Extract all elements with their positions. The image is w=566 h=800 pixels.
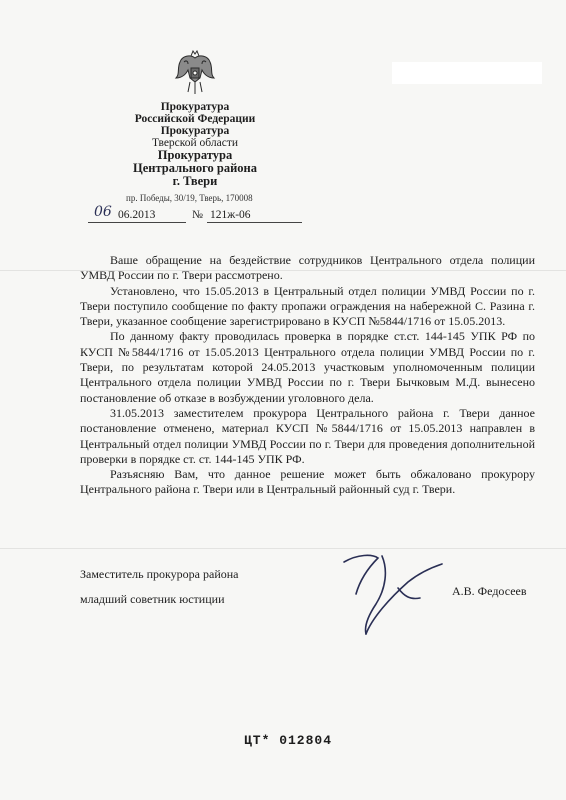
coat-of-arms-emblem — [172, 50, 218, 98]
header-line-7: г. Твери — [172, 174, 218, 188]
letter-body — [80, 253, 535, 498]
header-line-2: Российской Федерации — [134, 113, 256, 125]
header-line-5: Прокуратура — [157, 148, 233, 162]
redacted-area — [392, 62, 542, 84]
form-serial-number: ЦТ* 012804 — [244, 733, 333, 748]
date-value: 06.2013 — [118, 209, 156, 221]
body-paragraph: 31.05.2013 заместителем прокурора Центрального района г. Твери данное постановление отменено, материал КУСП №5844/1716 от 15.05.2013 направлен в Центральный отдел полиции УМВД России по г. Твери для проведения дополнительной проверки в порядке ст. ст. 144-145 УПК РФ. — [80, 405, 535, 466]
number-symbol: № — [192, 209, 203, 221]
document-number: 121ж-06 — [210, 209, 251, 221]
body-paragraph: По данному факту проводилась проверка в порядке ст.ст. 144-145 УПК РФ по КУСП №5844/1716 от 15.05.2013 Центрального отдела полиции УМВД России по г. Твери, по результатам которой 24.05.2013 участковым уполномоченным полиции Центрального отдела полиции УМВД России по г. Твери Бычковым М.Д. вынесено постановление об отказе в возбуждении уголовного дела. — [80, 329, 535, 405]
date-day-handwritten: 06 — [94, 204, 112, 220]
body-paragraph: Ваше обращение на бездействие сотрудников Центрального отдела полиции УМВД России по г. Твери рассмотрено. — [80, 253, 535, 283]
header-line-3: Прокуратура — [160, 125, 230, 137]
date-underline — [88, 222, 186, 223]
signatory-position: Заместитель прокурора района — [80, 567, 239, 581]
fold-line — [0, 548, 566, 549]
number-underline — [207, 222, 302, 223]
header-line-4: Тверской области — [152, 137, 238, 149]
signatory-name: А.В. Федосеев — [452, 584, 527, 598]
organization-address: пр. Победы, 30/19, Тверь, 170008 — [126, 193, 253, 203]
body-paragraph: Установлено, что 15.05.2013 в Центральный отдел полиции УМВД России по г. Твери поступило сообщение по факту пропажи ограждения на набережной С. Разина г. Твери, указанное сообщение зарегистрировано в КУСП №5844/1716 от 15.05.2013. — [80, 283, 535, 329]
signatory-rank: младший советник юстиции — [80, 592, 225, 606]
body-paragraph: Разъясняю Вам, что данное решение может быть обжаловано прокурору Центрального района г. Твери или в Центральный районный суд г. Твери. — [80, 467, 535, 497]
header-line-1: Прокуратура — [160, 101, 230, 113]
handwritten-signature — [338, 548, 448, 640]
header-line-6: Центрального района — [133, 161, 257, 175]
